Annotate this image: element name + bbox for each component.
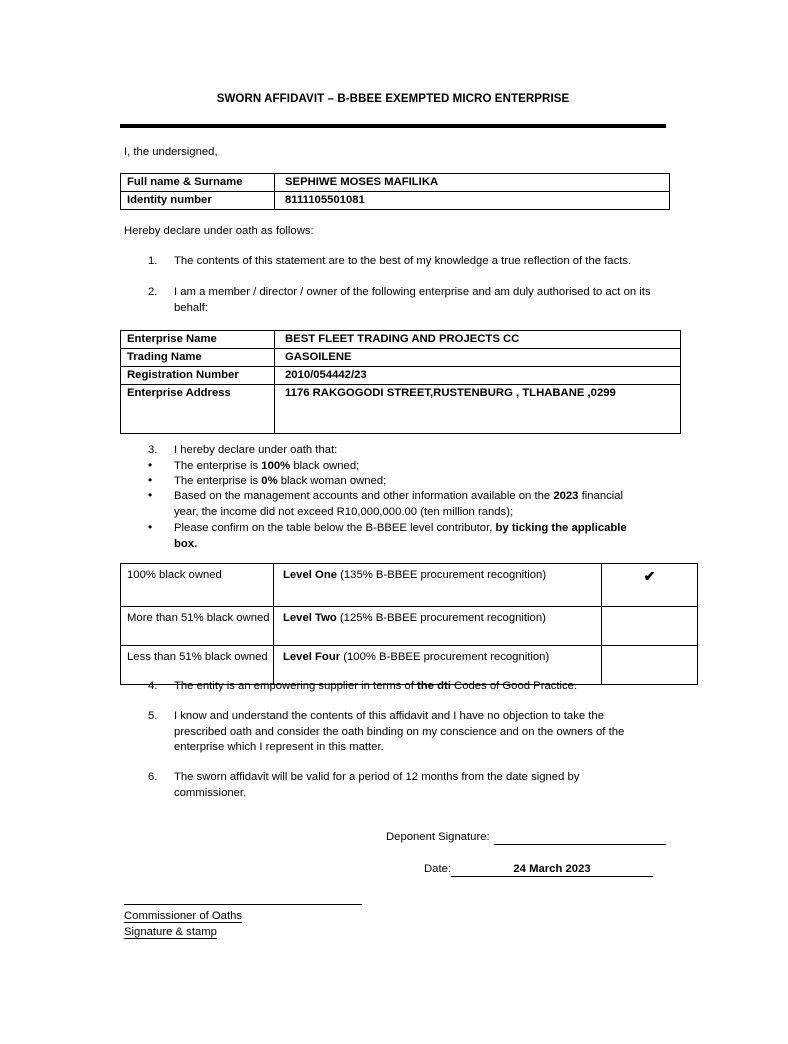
level-row-3-level: Level Four: [283, 651, 341, 663]
declare-lead-text: Hereby declare under oath as follows:: [124, 225, 314, 237]
date-row: [424, 862, 653, 877]
identity-value-idnumber: 8111105501081: [275, 192, 670, 210]
bullet-income-threshold: [148, 489, 648, 520]
enterprise-value-registration: 2010/054442/23: [275, 367, 681, 385]
level-row-2-description: [274, 607, 602, 646]
bullet-b4-bold: by ticking the applicable box.: [174, 522, 627, 550]
identity-label-idnumber: Identity number: [121, 192, 275, 210]
table-row: [121, 349, 681, 367]
page-title: SWORN AFFIDAVIT – B-BBEE EXEMPTED MICRO ENTERPRISE: [216, 93, 570, 105]
commissioner-stamp-label: [124, 925, 217, 941]
bullet-marker-icon: •: [148, 520, 153, 534]
bullet-marker-icon: •: [148, 488, 153, 502]
bullet-black-woman-owned: [148, 474, 660, 490]
clause-6: [148, 770, 642, 801]
identity-label-fullname: Full name & Surname: [121, 174, 275, 192]
enterprise-label-name: Enterprise Name: [121, 331, 275, 349]
table-row: [121, 564, 698, 607]
date-label: Date:: [424, 863, 452, 875]
level-row-1-recognition: (135% B-BBEE procurement recognition): [337, 569, 547, 581]
clause-1: [148, 254, 660, 270]
clause-4-text: [174, 679, 660, 695]
bullet-b1-bold: 100%: [261, 460, 291, 472]
clause-4-bold: the dti: [417, 680, 451, 692]
enterprise-table: [120, 330, 681, 434]
level-row-2-ownership: More than 51% black owned: [121, 607, 274, 646]
bullet-b1-post: black owned;: [290, 460, 360, 472]
commissioner-signature-line: [124, 904, 362, 905]
level-row-1-tick-cell[interactable]: [602, 564, 698, 607]
level-row-1-ownership: 100% black owned: [121, 564, 274, 607]
clause-3: [148, 443, 660, 459]
deponent-signature-line[interactable]: [494, 830, 666, 845]
table-row: [121, 607, 698, 646]
level-row-2-level: Level Two: [283, 612, 337, 624]
bullet-b3-bold: 2023: [553, 490, 579, 502]
clause-4: [148, 679, 660, 695]
bullet-b3-post: financial year, the income did not exceed R10,000,000.00 (ten million rands);: [174, 490, 624, 518]
bullet-income-threshold-text: [174, 489, 648, 520]
enterprise-value-address: 1176 RAKGOGODI STREET,RUSTENBURG , TLHABANE ,0299: [275, 385, 681, 434]
clause-2-number: 2.: [148, 286, 158, 298]
bullet-marker-icon: •: [148, 473, 153, 487]
enterprise-value-name: BEST FLEET TRADING AND PROJECTS CC: [275, 331, 681, 349]
commissioner-stamp-text: Signature & stamp: [124, 926, 217, 938]
bullet-marker-icon: •: [148, 458, 153, 472]
table-row: [121, 367, 681, 385]
bullet-b2-bold: 0%: [261, 475, 278, 487]
bullet-black-woman-owned-text: [174, 474, 660, 490]
table-row: [121, 331, 681, 349]
table-row: [121, 385, 681, 434]
bullet-confirm-level: [148, 521, 648, 552]
clause-6-text: The sworn affidavit will be valid for a period of 12 months from the date signed by commissioner.: [174, 771, 580, 799]
clause-1-text: The contents of this statement are to the best of my knowledge a true reflection of the facts.: [174, 255, 632, 267]
level-row-1-level: Level One: [283, 569, 337, 581]
clause-4-text-a: The entity is an empowering supplier in terms of: [174, 680, 417, 692]
checkmark-icon: ✔: [643, 568, 656, 584]
bullet-black-owned: [148, 459, 660, 475]
bullet-b2-pre: The enterprise is: [174, 475, 262, 487]
clause-5: [148, 709, 648, 756]
bullet-b1-pre: The enterprise is: [174, 460, 262, 472]
clause-3-text: I hereby declare under oath that:: [174, 444, 338, 456]
level-row-3-recognition: (100% B-BBEE procurement recognition): [340, 651, 550, 663]
clause-5-number: 5.: [148, 710, 158, 722]
enterprise-label-trading: Trading Name: [121, 349, 275, 367]
level-row-2-tick-cell[interactable]: [602, 607, 698, 646]
intro-text: I, the undersigned,: [124, 146, 218, 158]
title-divider: [120, 124, 666, 128]
clause-6-number: 6.: [148, 771, 158, 783]
enterprise-label-address: Enterprise Address: [121, 385, 275, 434]
enterprise-value-trading: GASOILENE: [275, 349, 681, 367]
clause-4-text-b: Codes of Good Practice.: [450, 680, 578, 692]
level-row-3-ownership: Less than 51% black owned: [121, 646, 274, 685]
clause-1-number: 1.: [148, 255, 158, 267]
clause-2: [148, 285, 660, 316]
identity-table: [120, 173, 670, 210]
commissioner-title-text: Commissioner of Oaths: [124, 910, 243, 922]
bullet-b4-pre: Please confirm on the table below the B-BBEE level contributor,: [174, 522, 496, 534]
level-row-2-recognition: (125% B-BBEE procurement recognition): [336, 612, 546, 624]
identity-value-fullname: SEPHIWE MOSES MAFILIKA: [275, 174, 670, 192]
clause-5-text: I know and understand the contents of this affidavit and I have no objection to take the prescribed oath and consider the oath binding on my conscience and on the owners of the enterprise which I represent in this matter.: [174, 710, 625, 753]
bullet-black-owned-text: [174, 459, 660, 475]
table-row: [121, 174, 670, 192]
level-row-1-description: [274, 564, 602, 607]
commissioner-title: [124, 909, 242, 925]
clause-2-text: I am a member / director / owner of the following enterprise and am duly authorised to act on its behalf:: [174, 286, 651, 314]
bullet-confirm-level-text: [174, 521, 648, 552]
bbbee-level-table: [120, 563, 698, 685]
enterprise-label-registration: Registration Number: [121, 367, 275, 385]
clause-3-number: 3.: [148, 444, 158, 456]
date-value[interactable]: 24 March 2023: [451, 862, 653, 877]
deponent-signature-label: Deponent Signature:: [386, 831, 490, 843]
clause-4-number: 4.: [148, 680, 158, 692]
deponent-signature-row: [386, 830, 666, 845]
bullet-b2-post: black woman owned;: [277, 475, 387, 487]
bullet-b3-pre: Based on the management accounts and other information available on the: [174, 490, 554, 502]
table-row: [121, 192, 670, 210]
